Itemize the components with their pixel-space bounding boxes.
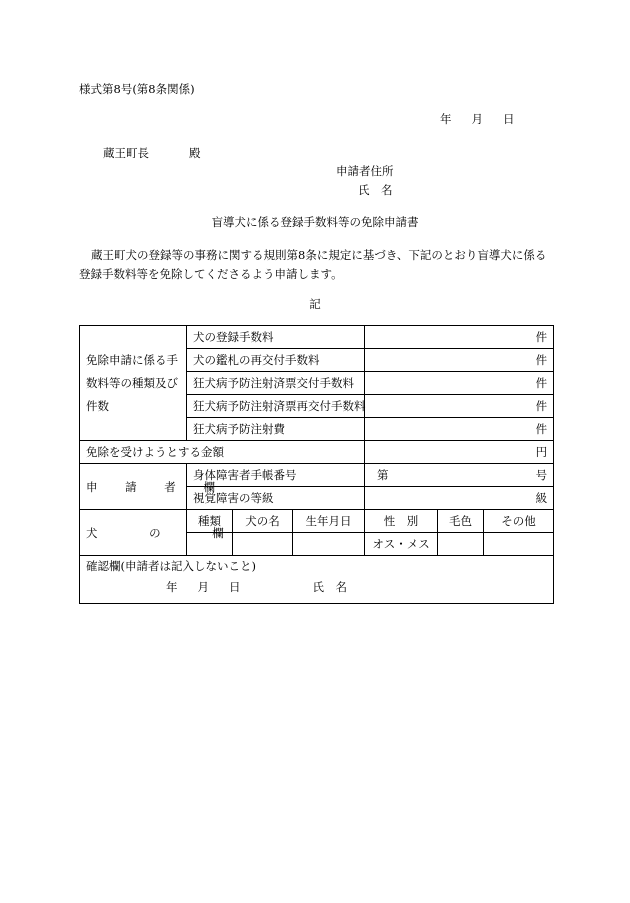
dog-other-field[interactable] — [484, 533, 554, 556]
addressee — [103, 146, 201, 160]
fee-name: 犬の鑑札の再交付手数料 — [187, 349, 365, 372]
dog-header-row — [80, 510, 554, 533]
dog-header-birthdate: 生年月日 — [293, 510, 365, 533]
amount-row — [80, 441, 554, 464]
handbook-label: 身体障害者手帳番号 — [187, 464, 365, 487]
addressee-name: 蔵王町長 — [103, 146, 149, 160]
dog-section-label: 犬 の 欄 — [80, 510, 187, 556]
confirm-day: 日 — [229, 580, 241, 594]
fee-count-field[interactable]: 件 — [365, 395, 554, 418]
visual-grade-field[interactable]: 級 — [365, 487, 554, 510]
amount-label: 免除を受けようとする金額 — [80, 441, 365, 464]
confirm-year: 年 — [166, 580, 178, 594]
dog-header-other: その他 — [484, 510, 554, 533]
fee-name: 犬の登録手数料 — [187, 326, 365, 349]
body-text: 蔵王町犬の登録等の事務に関する規則第8条に規定に基づき、下記のとおり盲導犬に係る登録手数料等を免除してくださるよう申請します。 — [79, 248, 547, 281]
dog-birthdate-field[interactable] — [293, 533, 365, 556]
handbook-prefix: 第 — [377, 468, 389, 482]
addressee-honorific: 殿 — [189, 146, 201, 160]
dog-header-color: 毛色 — [438, 510, 484, 533]
document-title: 盲導犬に係る登録手数料等の免除申請書 — [211, 215, 419, 229]
fee-name: 狂犬病予防注射費 — [187, 418, 365, 441]
fee-count-field[interactable]: 件 — [365, 349, 554, 372]
fee-name: 狂犬病予防注射済票交付手数料 — [187, 372, 365, 395]
applicant-row — [80, 464, 554, 487]
fee-count-field[interactable]: 件 — [365, 372, 554, 395]
visual-grade-label: 視覚障害の等級 — [187, 487, 365, 510]
dog-header-type: 種類 — [187, 510, 233, 533]
application-table — [79, 325, 554, 604]
confirm-row — [80, 556, 554, 604]
date-line — [440, 112, 515, 126]
confirm-date-line — [86, 580, 547, 594]
confirm-month: 月 — [197, 580, 209, 594]
dog-sex-field[interactable]: オス・メス — [365, 533, 438, 556]
date-month: 月 — [471, 112, 483, 126]
fee-section-label: 免除申請に係る手数料等の種類及び件数 — [80, 326, 187, 441]
fee-count-field[interactable]: 件 — [365, 326, 554, 349]
applicant-name-label: 氏 名 — [358, 183, 393, 197]
form-number: 様式第8号(第8条関係) — [79, 82, 195, 96]
dog-header-name: 犬の名 — [233, 510, 293, 533]
fee-count-field[interactable]: 件 — [365, 418, 554, 441]
confirm-section — [80, 556, 554, 604]
ki-heading: 記 — [309, 297, 321, 311]
confirm-name: 氏 名 — [312, 580, 347, 594]
applicant-section-label: 申 請 者 欄 — [80, 464, 187, 510]
fee-row — [80, 326, 554, 349]
handbook-number-field[interactable] — [365, 464, 554, 487]
date-year: 年 — [440, 112, 452, 126]
applicant-address-label: 申請者住所 — [336, 164, 394, 178]
dog-color-field[interactable] — [438, 533, 484, 556]
confirm-label: 確認欄(申請者は記入しないこと) — [86, 559, 256, 573]
amount-field[interactable]: 円 — [365, 441, 554, 464]
handbook-suffix: 号 — [535, 468, 548, 482]
date-day: 日 — [503, 112, 515, 126]
dog-header-sex: 性 別 — [365, 510, 438, 533]
fee-name: 狂犬病予防注射済票再交付手数料 — [187, 395, 365, 418]
